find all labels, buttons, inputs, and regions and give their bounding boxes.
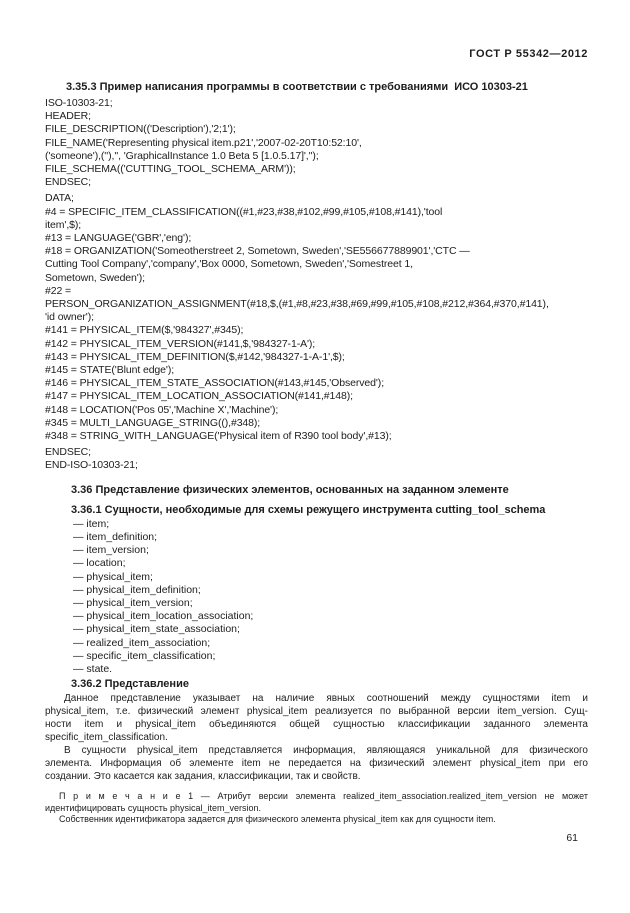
code-line: ENDSEC; [45,176,91,189]
note-block [45,791,588,826]
entity-list-item: — physical_item_version; [73,596,193,609]
code-line: #142 = PHYSICAL_ITEM_VERSION(#141,$,'984327-1-A'); [45,337,316,350]
entity-list-item: — item_version; [73,544,149,557]
code-line: FILE_NAME('Representing physical item.p21','2007-02-20T10:52:10', [45,136,362,149]
code-line: ENDSEC; [45,446,91,459]
code-line: PERSON_ORGANIZATION_ASSIGNMENT(#18,$,(#1,#8,#23,#38,#69,#99,#105,#108,#212,#364,#370,#141), [45,298,549,311]
section-heading-3-36-2: 3.36.2 Представление [71,678,189,691]
code-line: #22 = [45,284,72,297]
paragraph-1 [45,692,588,744]
section-heading-3-36-1: 3.36.1 Сущности, необходимые для схемы режущего инструмента cutting_tool_schema [71,503,546,516]
code-line: #146 = PHYSICAL_ITEM_STATE_ASSOCIATION(#143,#145,'Observed'); [45,377,385,390]
code-line: ISO-10303-21; [45,97,113,109]
code-line: Cutting Tool Company','company','Box 0000, Sometown, Sweden','Somestreet 1, [45,258,413,271]
entity-list-item: — item_definition; [73,530,158,543]
code-listing [45,97,588,473]
code-line: DATA; [45,192,74,205]
code-line: 'id owner'); [45,311,94,324]
entity-list-item: — physical_item_definition; [73,583,201,596]
code-line: item',$); [45,218,82,231]
page-number: 61 [566,832,578,844]
paragraph-line: physical_item, т.е. физический элемент physical_item реализуется по выбранной версии item_version. Сущ- [45,706,588,718]
entity-list-item: — realized_item_association; [73,636,211,649]
code-line: #141 = PHYSICAL_ITEM($,'984327',#345); [45,324,244,337]
page-content [45,48,588,826]
entity-list-item: — physical_item_location_association; [73,610,254,623]
code-line: #145 = STATE('Blunt edge'); [45,364,175,377]
running-header: ГОСТ Р 55342—2012 [469,48,588,60]
code-line: END-ISO-10303-21; [45,459,138,472]
code-line: #345 = MULTI_LANGUAGE_STRING((),#348); [45,416,261,429]
code-line: #147 = PHYSICAL_ITEM_LOCATION_ASSOCIATION(#141,#148); [45,390,353,403]
paragraph-line: элемента. Информация об элементе item не передается на физический элемент physical_item при его [45,758,588,770]
code-line: #4 = SPECIFIC_ITEM_CLASSIFICATION((#1,#23,#38,#102,#99,#105,#108,#141),'tool [45,205,443,218]
code-line: #18 = ORGANIZATION('Someotherstreet 2, Sometown, Sweden','SE556677889901','CTC — [45,245,470,258]
paragraph-2 [45,744,588,783]
code-line: #148 = LOCATION('Pos 05','Machine X','Machine'); [45,403,279,416]
code-line: HEADER; [45,110,91,123]
code-line: ('someone'),(''),'', 'GraphicalInstance 1.0 Beta 5 [1.0.5.17]',''); [45,149,319,162]
note-line: П р и м е ч а н и е 1 — Атрибут версии элемента realized_item_association.realized_item_version не может [59,791,588,802]
paragraph-line: ности item и physical_item объединяются общей сущностью классификации заданного элемента [45,719,588,731]
code-line: FILE_DESCRIPTION(('Description'),'2;1'); [45,123,236,136]
code-line: #143 = PHYSICAL_ITEM_DEFINITION($,#142,'984327-1-A-1',$); [45,350,345,363]
entity-list-item: — state. [73,662,113,675]
paragraph-line: Данное представление указывает на наличие явных соотношений между сущностями item и [64,693,588,705]
entity-list-item: — physical_item; [73,570,153,583]
note-line: идентифицировать сущность physical_item_version. [45,802,262,813]
section-heading-3-36: 3.36 Представление физических элементов, основанных на заданном элементе [71,483,509,496]
code-line: FILE_SCHEMA(('CUTTING_TOOL_SCHEMA_ARM')); [45,163,296,176]
entity-list [45,518,588,676]
code-line: Sometown, Sweden'); [45,271,145,284]
entity-list-item: — location; [73,557,126,570]
entity-list-item: — specific_item_classification; [73,649,216,662]
entity-list-item: — physical_item_state_association; [73,623,240,636]
paragraph-line: создании. Это касается как задания, классификации, так и свойств. [45,771,361,783]
code-line: #13 = LANGUAGE('GBR','eng'); [45,232,192,245]
note-line: Собственник идентификатора задается для физического элемента physical_item как для сущности item. [59,814,496,825]
paragraph-line: specific_item_classification. [45,732,168,744]
code-line: #348 = STRING_WITH_LANGUAGE('Physical item of R390 tool body',#13); [45,430,392,443]
entity-list-item: — item; [73,517,110,530]
section-heading-3-35-3: 3.35.3 Пример написания программы в соответствии с требованиями ИСО 10303-21 [66,81,528,93]
paragraph-line: В сущности physical_item представляется информация, являющаяся уникальной для физического [64,745,588,757]
